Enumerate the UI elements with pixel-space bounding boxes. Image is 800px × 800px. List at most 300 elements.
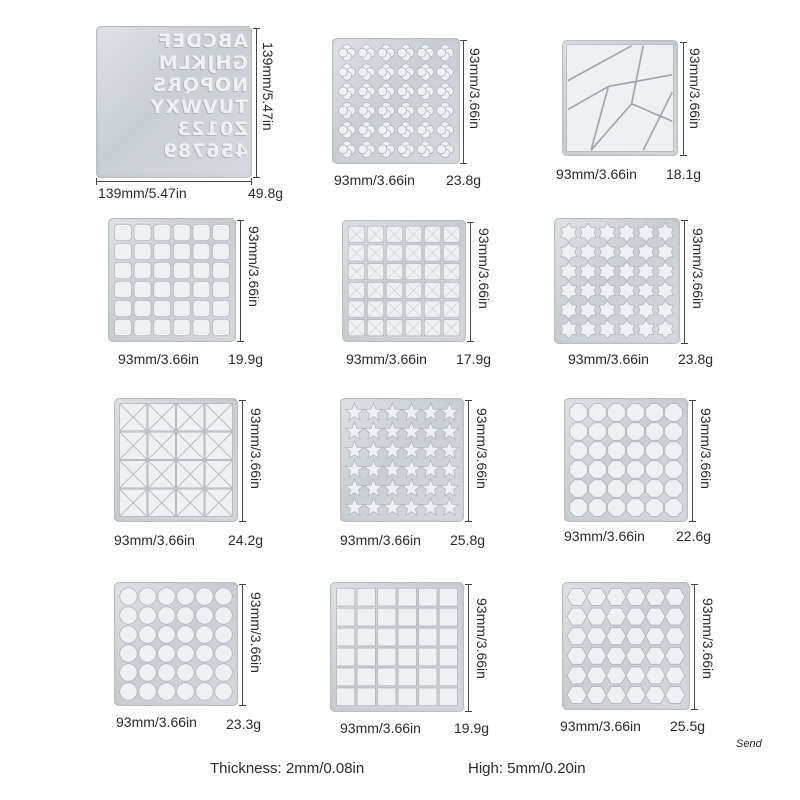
mold-cavity	[638, 243, 654, 262]
width-label: 93mm/3.66in	[334, 172, 415, 188]
mold-cavity	[177, 588, 194, 605]
mold-cavity	[397, 48, 406, 57]
mold-cavity	[357, 648, 375, 666]
mold-cavity	[665, 404, 683, 422]
mold-cavity	[619, 223, 635, 242]
width-label: 93mm/3.66in	[114, 532, 195, 548]
mold-cavity	[646, 667, 666, 684]
mold-cavity	[419, 648, 437, 666]
cavity-pattern	[564, 398, 688, 522]
mold-cavity	[646, 647, 666, 664]
weight-label: 23.3g	[226, 716, 262, 732]
mold-cavity	[587, 628, 607, 645]
mold-cavity	[336, 688, 354, 706]
mold-cavity	[357, 608, 375, 626]
cavity-pattern	[108, 218, 236, 342]
mold-cavity	[589, 404, 607, 422]
mold-cavity	[657, 320, 673, 339]
cavity-pattern	[114, 582, 238, 706]
mold-cavity	[383, 422, 401, 439]
mold-cavity	[646, 480, 664, 498]
mold-cavity	[154, 262, 171, 279]
mold-cavity	[638, 262, 654, 281]
width-dimension-line	[96, 181, 252, 182]
mold-cavity	[134, 262, 151, 279]
mold-cavity	[338, 145, 347, 154]
mold-cavity	[336, 648, 354, 666]
mold-cavity	[177, 664, 194, 681]
mold-cavity	[173, 300, 190, 317]
mold-cavity	[665, 480, 683, 498]
mold-cavity	[345, 460, 363, 477]
mold-cavity	[646, 442, 664, 460]
mold-cavity	[561, 262, 577, 281]
mold-image	[114, 398, 238, 522]
mold-cavity	[398, 648, 416, 666]
mold-cavity	[589, 442, 607, 460]
mold-cavity	[134, 281, 151, 298]
height-label: 139mm/5.47in	[260, 42, 276, 131]
mold-cavity	[646, 404, 664, 422]
letter-cavities	[100, 30, 248, 174]
weight-label: 19.9g	[228, 351, 264, 367]
mold-cavity	[134, 224, 151, 241]
mold-cavity	[646, 628, 666, 645]
mold-cavity	[378, 628, 396, 646]
mold-cavity	[606, 588, 626, 605]
mold-cavity	[336, 628, 354, 646]
mold-image	[114, 582, 238, 706]
mold-cavity	[638, 301, 654, 320]
mold-image	[562, 582, 690, 710]
weight-label: 24.2g	[228, 532, 264, 548]
height-dimension-line	[468, 584, 469, 712]
mold-cavity	[608, 461, 626, 479]
mold-cavity	[561, 320, 577, 339]
mold-image	[342, 220, 466, 342]
mold-cavity	[402, 441, 420, 458]
mold-cavity	[608, 480, 626, 498]
mold-cavity	[398, 688, 416, 706]
weight-label: 17.9g	[456, 351, 492, 367]
mold-cavity	[608, 404, 626, 422]
mold-cavity	[561, 243, 577, 262]
height-dimension-line	[692, 400, 693, 522]
mold-cavity	[196, 626, 213, 643]
mold-cavity	[417, 126, 426, 135]
weight-label: 49.8g	[248, 185, 284, 201]
cavity-pattern	[114, 398, 238, 522]
mold-cavity	[364, 403, 382, 420]
mold-cavity	[437, 87, 446, 96]
mold-cavity	[665, 423, 683, 441]
mold-cavity	[599, 223, 615, 242]
mold-cavity	[580, 262, 596, 281]
mold-cavity	[587, 647, 607, 664]
mold-cavity	[665, 667, 685, 684]
mold-cavity	[154, 281, 171, 298]
mold-cavity	[364, 460, 382, 477]
mold-cavity	[397, 145, 406, 154]
mold-cavity	[437, 145, 446, 154]
mold-cavity	[213, 262, 230, 279]
mold-cavity	[627, 442, 645, 460]
mold-cavity	[357, 668, 375, 686]
weight-label: 22.6g	[676, 528, 712, 544]
mold-cavity	[627, 461, 645, 479]
mold-cavity	[619, 320, 635, 339]
mold-cavity	[567, 608, 587, 625]
mold-cavity	[417, 145, 426, 154]
mold-cavity	[440, 441, 458, 458]
mold-cavity	[626, 628, 646, 645]
mold-cavity	[378, 688, 396, 706]
mold-cavity	[378, 68, 387, 77]
mold-cavity	[358, 126, 367, 135]
mold-cavity	[114, 262, 131, 279]
mold-cavity	[158, 607, 175, 624]
height-label: 93mm/3.66in	[248, 408, 264, 489]
weight-label: 25.5g	[670, 718, 706, 734]
mold-cavity	[570, 480, 588, 498]
width-label: 93mm/3.66in	[346, 351, 427, 367]
mold-cavity	[215, 607, 232, 624]
mold-cavity	[619, 243, 635, 262]
mold-cavity	[599, 320, 615, 339]
mold-cavity	[114, 319, 131, 336]
mold-cavity	[606, 608, 626, 625]
cavity-pattern	[342, 220, 466, 342]
mold-cavity	[215, 626, 232, 643]
mold-cavity	[173, 281, 190, 298]
mold-cavity	[158, 645, 175, 662]
height-dimension-line	[468, 400, 469, 522]
mold-cavity	[154, 224, 171, 241]
height-dimension-line	[684, 220, 685, 344]
mold-cavity	[397, 126, 406, 135]
mold-cavity	[657, 243, 673, 262]
mold-cavity	[570, 461, 588, 479]
mold-cavity	[606, 647, 626, 664]
mold-cavity	[177, 683, 194, 700]
mold-cavity	[358, 68, 367, 77]
mold-cavity	[154, 319, 171, 336]
mold-cavity	[378, 668, 396, 686]
mold-cavity	[567, 45, 674, 152]
height-label: 93mm/3.66in	[246, 226, 262, 307]
mold-cavity	[398, 588, 416, 606]
mold-cavity	[421, 441, 439, 458]
letter-row: TUVWXY	[149, 96, 248, 118]
mold-cavity	[114, 224, 131, 241]
mold-cavity	[439, 608, 457, 626]
mold-cavity	[336, 588, 354, 606]
mold-cavity	[134, 243, 151, 260]
mold-cavity	[580, 320, 596, 339]
mold-cavity	[177, 607, 194, 624]
mold-cavity	[417, 106, 426, 115]
width-label: 93mm/3.66in	[118, 351, 199, 367]
mold-cavity	[173, 224, 190, 241]
cavity-pattern	[340, 398, 464, 522]
height-label: 93mm/3.66in	[687, 48, 703, 129]
height-spec: High: 5mm/0.20in	[468, 760, 586, 777]
brand-signature: Send	[736, 738, 762, 750]
mold-cavity	[421, 498, 439, 515]
mold-cavity	[193, 281, 210, 298]
mold-cavity	[437, 48, 446, 57]
mold-cavity	[580, 243, 596, 262]
mold-cavity	[439, 648, 457, 666]
mold-cavity	[657, 223, 673, 242]
mold-cavity	[345, 479, 363, 496]
mold-cavity	[364, 498, 382, 515]
mold-cavity	[158, 626, 175, 643]
height-dimension-line	[463, 40, 464, 164]
mold-cavity	[120, 645, 137, 662]
mold-cavity	[440, 479, 458, 496]
mold-cavity	[587, 667, 607, 684]
mold-cavity	[587, 687, 607, 704]
mold-cavity	[120, 588, 137, 605]
mold-cavity	[402, 498, 420, 515]
mold-cavity	[402, 422, 420, 439]
mold-cavity	[619, 301, 635, 320]
mold-cavity	[158, 664, 175, 681]
mold-cavity	[397, 87, 406, 96]
mold-cavity	[561, 281, 577, 300]
mold-image	[96, 26, 252, 178]
mold-cavity	[139, 588, 156, 605]
height-label: 93mm/3.66in	[467, 48, 483, 129]
mold-cavity	[606, 628, 626, 645]
mold-cavity	[196, 607, 213, 624]
mold-cavity	[437, 126, 446, 135]
width-label: 93mm/3.66in	[340, 532, 421, 548]
height-dimension-line	[256, 28, 257, 178]
mold-cavity	[440, 403, 458, 420]
mold-cavity	[193, 243, 210, 260]
height-dimension-line	[470, 222, 471, 342]
mold-cavity	[419, 588, 437, 606]
mold-cavity	[402, 403, 420, 420]
mold-cavity	[437, 106, 446, 115]
letter-row: 456789	[162, 140, 248, 162]
mold-cavity	[364, 422, 382, 439]
mold-image	[564, 398, 688, 522]
mold-cavity	[580, 281, 596, 300]
mold-cavity	[619, 262, 635, 281]
mold-cavity	[345, 498, 363, 515]
mold-cavity	[114, 300, 131, 317]
mold-cavity	[665, 608, 685, 625]
mold-cavity	[567, 647, 587, 664]
mold-cavity	[599, 243, 615, 262]
mold-cavity	[378, 145, 387, 154]
mold-cavity	[561, 223, 577, 242]
letter-row: NOPQRS	[151, 74, 248, 96]
mold-cavity	[336, 608, 354, 626]
mold-cavity	[402, 479, 420, 496]
mold-cavity	[657, 262, 673, 281]
mold-cavity	[567, 588, 587, 605]
height-label: 93mm/3.66in	[700, 598, 716, 679]
mold-cavity	[336, 668, 354, 686]
height-label: 93mm/3.66in	[474, 598, 490, 679]
mold-cavity	[378, 106, 387, 115]
letter-row: Z0123	[176, 118, 248, 140]
letter-row: GHJKLM	[157, 52, 248, 74]
mold-cavity	[665, 647, 685, 664]
mold-cavity	[364, 441, 382, 458]
mold-cavity	[665, 588, 685, 605]
mold-cavity	[421, 479, 439, 496]
mold-cavity	[627, 499, 645, 517]
mold-cavity	[196, 588, 213, 605]
cavity-pattern	[562, 40, 678, 156]
mold-cavity	[599, 301, 615, 320]
mold-cavity	[134, 319, 151, 336]
mold-cavity	[357, 628, 375, 646]
mold-image	[108, 218, 236, 342]
mold-cavity	[608, 423, 626, 441]
mold-cavity	[567, 628, 587, 645]
mold-cavity	[421, 422, 439, 439]
mold-cavity	[657, 281, 673, 300]
mold-cavity	[120, 626, 137, 643]
mold-cavity	[646, 608, 666, 625]
weight-label: 25.8g	[450, 532, 486, 548]
mold-cavity	[626, 667, 646, 684]
mold-cavity	[193, 319, 210, 336]
width-label: 93mm/3.66in	[560, 718, 641, 734]
mold-cavity	[627, 404, 645, 422]
mold-cavity	[193, 224, 210, 241]
mold-cavity	[173, 262, 190, 279]
mold-cavity	[193, 262, 210, 279]
mold-image	[332, 38, 460, 164]
mold-cavity	[439, 588, 457, 606]
mold-cavity	[570, 423, 588, 441]
mold-cavity	[397, 106, 406, 115]
height-dimension-line	[694, 584, 695, 710]
mold-cavity	[398, 608, 416, 626]
mold-cavity	[608, 442, 626, 460]
mold-cavity	[665, 628, 685, 645]
mold-cavity	[646, 687, 666, 704]
mold-cavity	[570, 442, 588, 460]
mold-cavity	[139, 645, 156, 662]
mold-cavity	[213, 319, 230, 336]
mold-cavity	[627, 423, 645, 441]
mold-cavity	[338, 126, 347, 135]
mold-cavity	[419, 688, 437, 706]
mold-image	[330, 582, 464, 712]
mold-cavity	[439, 668, 457, 686]
mold-cavity	[383, 479, 401, 496]
mold-cavity	[646, 499, 664, 517]
mold-cavity	[580, 301, 596, 320]
mold-cavity	[626, 608, 646, 625]
mold-cavity	[378, 87, 387, 96]
mold-cavity	[378, 608, 396, 626]
mold-cavity	[626, 647, 646, 664]
mold-cavity	[345, 403, 363, 420]
mold-cavity	[646, 588, 666, 605]
height-label: 93mm/3.66in	[474, 408, 490, 489]
mold-cavity	[338, 87, 347, 96]
mold-cavity	[345, 422, 363, 439]
cavity-pattern	[330, 582, 464, 712]
mold-cavity	[402, 460, 420, 477]
mold-cavity	[589, 423, 607, 441]
mold-cavity	[397, 68, 406, 77]
mold-cavity	[213, 243, 230, 260]
mold-cavity	[421, 460, 439, 477]
mold-cavity	[567, 667, 587, 684]
mold-cavity	[626, 588, 646, 605]
mold-cavity	[215, 588, 232, 605]
mold-cavity	[158, 588, 175, 605]
mold-image	[554, 218, 680, 344]
mold-cavity	[338, 68, 347, 77]
mold-cavity	[587, 588, 607, 605]
mold-cavity	[215, 683, 232, 700]
mold-cavity	[378, 588, 396, 606]
width-label: 93mm/3.66in	[564, 528, 645, 544]
mold-cavity	[364, 479, 382, 496]
mold-cavity	[599, 262, 615, 281]
mold-cavity	[599, 281, 615, 300]
mold-cavity	[398, 628, 416, 646]
mold-cavity	[120, 683, 137, 700]
mold-cavity	[646, 423, 664, 441]
height-label: 93mm/3.66in	[698, 408, 714, 489]
mold-cavity	[561, 301, 577, 320]
mold-cavity	[158, 683, 175, 700]
mold-cavity	[419, 628, 437, 646]
mold-cavity	[358, 106, 367, 115]
mold-cavity	[570, 499, 588, 517]
cavity-pattern	[332, 38, 460, 164]
height-label: 93mm/3.66in	[248, 592, 264, 673]
height-dimension-line	[242, 584, 243, 706]
width-label: 93mm/3.66in	[116, 714, 197, 730]
mold-cavity	[587, 608, 607, 625]
mold-cavity	[589, 499, 607, 517]
mold-cavity	[114, 243, 131, 260]
cavity-pattern	[562, 582, 690, 710]
weight-label: 18.1g	[666, 166, 702, 182]
mold-cavity	[173, 243, 190, 260]
mold-cavity	[567, 687, 587, 704]
mold-cavity	[437, 68, 446, 77]
mold-cavity	[215, 664, 232, 681]
mold-cavity	[213, 300, 230, 317]
mold-cavity	[196, 683, 213, 700]
mold-cavity	[345, 441, 363, 458]
mold-cavity	[580, 223, 596, 242]
weight-label: 23.8g	[446, 172, 482, 188]
mold-cavity	[120, 607, 137, 624]
width-label: 93mm/3.66in	[556, 166, 637, 182]
mold-cavity	[419, 668, 437, 686]
mold-cavity	[134, 300, 151, 317]
mold-cavity	[619, 281, 635, 300]
mold-cavity	[357, 588, 375, 606]
mold-cavity	[383, 498, 401, 515]
mold-cavity	[378, 648, 396, 666]
